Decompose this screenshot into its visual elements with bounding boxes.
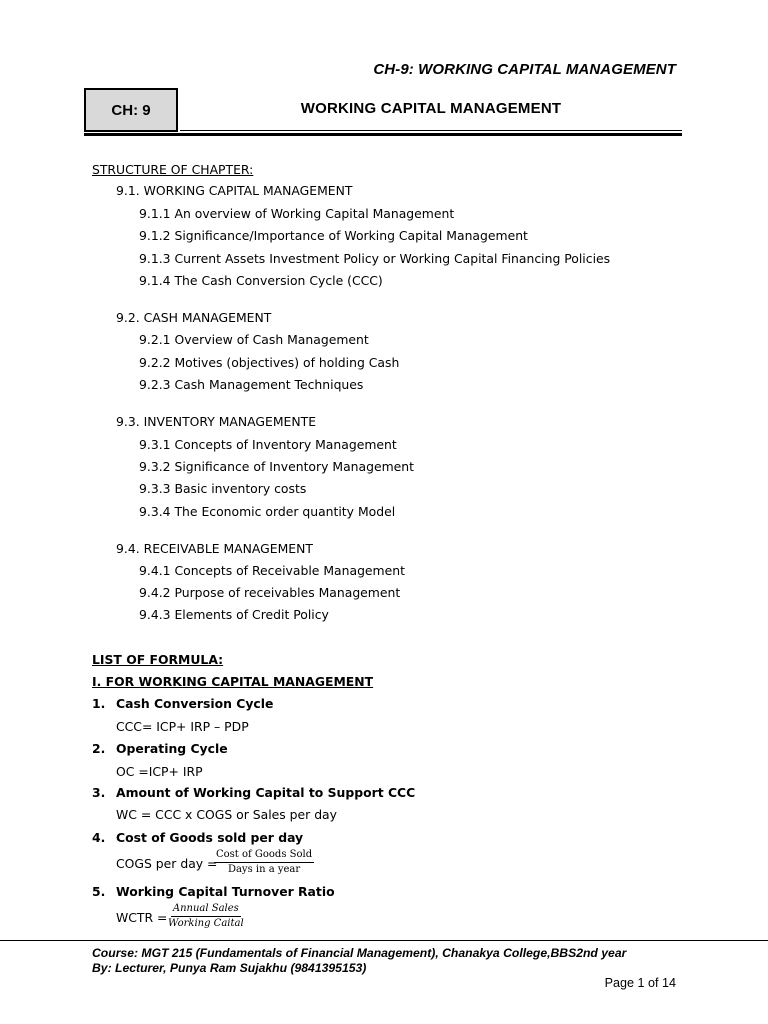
formula-expression: CCC= ICP+ IRP – PDP <box>116 719 249 734</box>
formula-title-text: Cost of Goods sold per day <box>116 830 304 845</box>
fraction-numerator: Annual Sales <box>171 902 241 917</box>
formula-number: 4. <box>92 830 106 845</box>
formula-title-text: Cash Conversion Cycle <box>116 696 274 711</box>
section-item: 9.3.3 Basic inventory costs <box>139 481 307 496</box>
formula-title-text: Amount of Working Capital to Support CCC <box>116 785 416 800</box>
formula-heading: LIST OF FORMULA: <box>92 652 224 667</box>
formula-title <box>92 785 415 800</box>
formula-number: 3. <box>92 785 106 800</box>
section-item: 9.4.2 Purpose of receivables Management <box>139 585 401 600</box>
formula-number: 2. <box>92 741 106 756</box>
section-item: 9.3.4 The Economic order quantity Model <box>139 504 396 519</box>
formula-expression: WC = CCC x COGS or Sales per day <box>116 807 337 822</box>
formula-subheading: I. FOR WORKING CAPITAL MANAGEMENT <box>92 674 374 689</box>
cogs-fraction <box>214 848 314 877</box>
footer-course: Course: MGT 215 (Fundamentals of Financial Management), Chanakya College,BBS2nd year <box>92 946 627 960</box>
wctr-fraction <box>166 902 246 931</box>
section-item: 9.1.4 The Cash Conversion Cycle (CCC) <box>139 273 383 288</box>
formula-title <box>92 830 303 845</box>
section-item: 9.3.2 Significance of Inventory Management <box>139 459 414 474</box>
formula-title <box>92 884 335 899</box>
chapter-number-box: CH: 9 <box>84 88 178 132</box>
formula-number: 1. <box>92 696 106 711</box>
section-title: 9.2. CASH MANAGEMENT <box>116 310 272 325</box>
formula-number: 5. <box>92 884 106 899</box>
formula-expression: OC =ICP+ IRP <box>116 764 203 779</box>
formula-title <box>92 696 273 711</box>
chapter-title: WORKING CAPITAL MANAGEMENT <box>300 100 562 117</box>
section-title: 9.4. RECEIVABLE MANAGEMENT <box>116 541 313 556</box>
formula-title-text: Operating Cycle <box>116 741 228 756</box>
footer-rule <box>0 940 768 941</box>
section-item: 9.1.2 Significance/Importance of Working Capital Management <box>139 228 528 243</box>
section-item: 9.3.1 Concepts of Inventory Management <box>139 437 397 452</box>
section-title: 9.1. WORKING CAPITAL MANAGEMENT <box>116 183 353 198</box>
structure-heading: STRUCTURE OF CHAPTER: <box>92 162 254 177</box>
section-item: 9.2.1 Overview of Cash Management <box>139 332 369 347</box>
formula-lhs: COGS per day = <box>116 856 218 871</box>
footer-author: By: Lecturer, Punya Ram Sujakhu (9841395153) <box>92 961 367 975</box>
section-item: 9.1.3 Current Assets Investment Policy or Working Capital Financing Policies <box>139 251 611 266</box>
section-item: 9.4.1 Concepts of Receivable Management <box>139 563 405 578</box>
section-item: 9.2.2 Motives (objectives) of holding Cash <box>139 355 400 370</box>
running-title: CH-9: WORKING CAPITAL MANAGEMENT <box>373 61 676 78</box>
section-item: 9.1.1 An overview of Working Capital Management <box>139 206 455 221</box>
formula-title <box>92 741 228 756</box>
page-number: Page 1 of 14 <box>604 976 676 990</box>
fraction-numerator: Cost of Goods Sold <box>214 848 314 863</box>
formula-lhs: WCTR = <box>116 910 168 925</box>
section-item: 9.4.3 Elements of Credit Policy <box>139 607 329 622</box>
fraction-denominator: Days in a year <box>227 864 301 875</box>
section-item: 9.2.3 Cash Management Techniques <box>139 377 364 392</box>
section-title: 9.3. INVENTORY MANAGEMENTE <box>116 414 317 429</box>
fraction-denominator: Working Caital <box>168 918 244 929</box>
formula-title-text: Working Capital Turnover Ratio <box>116 884 335 899</box>
